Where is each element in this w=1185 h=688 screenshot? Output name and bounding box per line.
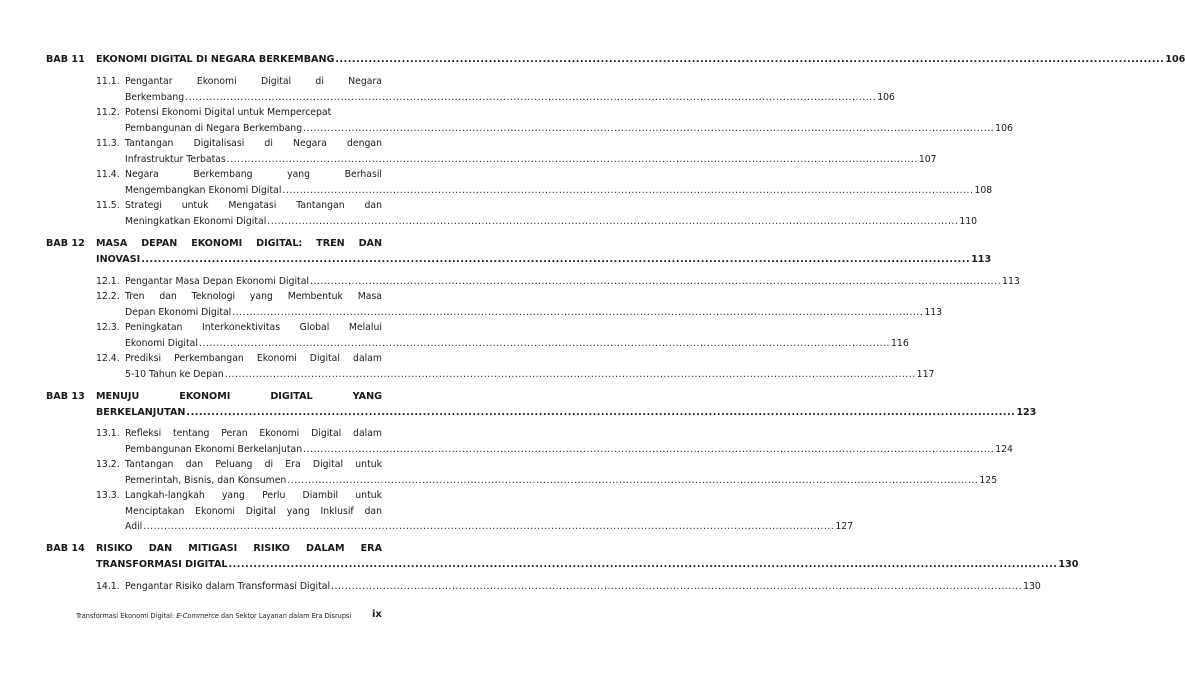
section-title bbox=[125, 457, 998, 488]
section-title-line bbox=[125, 336, 909, 352]
entry-text: Pembangunan Ekonomi Berkelanjutan bbox=[125, 443, 303, 455]
chapter-title bbox=[96, 541, 1079, 573]
entry-text: Infrastruktur Terbatas bbox=[125, 153, 226, 165]
entry-text: Depan Ekonomi Digital bbox=[125, 306, 232, 318]
section-number: 11.2. bbox=[96, 107, 120, 118]
page-number: 106 bbox=[1165, 54, 1185, 65]
section-title-line: Menciptakan Ekonomi Digital yang Inklusif dan bbox=[125, 505, 382, 517]
section-title bbox=[125, 274, 1020, 290]
entry-text: Berkembang bbox=[125, 91, 185, 103]
section-title-line: Tantangan Digitalisasi di Negara dengan bbox=[125, 138, 382, 149]
page-number: 113 bbox=[971, 254, 992, 265]
section-title-line: Peningkatan Interkonektivitas Global Melalui bbox=[125, 322, 382, 333]
dot-leader: ........................................................................................................................................................................................................ bbox=[331, 581, 1023, 592]
section-number: 12.4. bbox=[96, 353, 120, 364]
entry-text: Pengantar Masa Depan Ekonomi Digital bbox=[125, 276, 309, 287]
section-title-line: Potensi Ekonomi Digital untuk Mempercepat bbox=[125, 107, 332, 118]
dot-leader: ........................................................................................................................................................................................................ bbox=[141, 254, 971, 265]
chapter-title-line bbox=[96, 52, 1185, 68]
section-number: 12.3. bbox=[96, 322, 120, 333]
dot-leader: ........................................................................................................................................................................................................ bbox=[226, 153, 918, 165]
section-title bbox=[125, 289, 943, 320]
chapter-title-line bbox=[96, 557, 1079, 573]
entry-text: TRANSFORMASI DIGITAL bbox=[96, 559, 228, 570]
chapter-title bbox=[96, 389, 1037, 421]
section-title-line bbox=[125, 305, 943, 321]
section-title-line bbox=[125, 214, 978, 230]
section-title bbox=[125, 351, 935, 382]
toc-chapter[interactable] bbox=[46, 52, 1185, 72]
section-number: 14.1. bbox=[96, 581, 120, 592]
page-number: 117 bbox=[916, 368, 935, 380]
section-title bbox=[125, 426, 1013, 457]
section-title-line: Strategi untuk Mengatasi Tantangan dan bbox=[125, 200, 382, 211]
section-title-line bbox=[125, 90, 895, 106]
footer-text-suffix: dan Sektor Layanan dalam Era Disrupsi bbox=[218, 612, 352, 620]
toc-chapter[interactable] bbox=[46, 541, 1079, 577]
section-number: 11.1. bbox=[96, 76, 120, 87]
section-title bbox=[125, 167, 993, 198]
entry-text: Pemerintah, Bisnis, dan Konsumen bbox=[125, 474, 287, 486]
toc-section[interactable] bbox=[96, 488, 854, 535]
section-title-line bbox=[125, 579, 1041, 595]
page-number: 123 bbox=[1016, 407, 1037, 418]
section-number: 13.3. bbox=[96, 490, 120, 501]
section-title-line: Langkah-langkah yang Perlu Diambil untuk bbox=[125, 490, 382, 501]
section-title-line: Tantangan dan Peluang di Era Digital untuk bbox=[125, 459, 382, 470]
page-number: 108 bbox=[974, 184, 993, 196]
chapter-number: BAB 12 bbox=[46, 238, 85, 249]
chapter-number: BAB 11 bbox=[46, 54, 85, 65]
footer-text-prefix: Transformasi Ekonomi Digital: bbox=[76, 612, 177, 620]
dot-leader: ........................................................................................................................................................................................................ bbox=[267, 215, 959, 227]
dot-leader: ........................................................................................................................................................................................................ bbox=[185, 91, 877, 103]
entry-text: Ekonomi Digital bbox=[125, 337, 198, 349]
section-number: 12.2. bbox=[96, 291, 120, 302]
entry-text: Pembangunan di Negara Berkembang bbox=[125, 122, 303, 134]
chapter-number: BAB 13 bbox=[46, 391, 85, 402]
chapter-title bbox=[96, 52, 1185, 68]
page-number: 110 bbox=[959, 215, 978, 227]
entry-text: EKONOMI DIGITAL DI NEGARA BERKEMBANG bbox=[96, 54, 335, 65]
section-number: 11.4. bbox=[96, 169, 120, 180]
page-number: 130 bbox=[1058, 559, 1079, 570]
section-title-line bbox=[125, 183, 993, 199]
footer-text-italic: E-Commerce bbox=[176, 612, 219, 620]
entry-text: Mengembangkan Ekonomi Digital bbox=[125, 184, 282, 196]
section-title-line: Pengantar Ekonomi Digital di Negara bbox=[125, 76, 382, 87]
dot-leader: ........................................................................................................................................................................................................ bbox=[303, 443, 995, 455]
section-title bbox=[125, 74, 895, 105]
chapter-title-line: MASA DEPAN EKONOMI DIGITAL: TREN DAN bbox=[96, 238, 382, 249]
page-number: 125 bbox=[979, 474, 998, 486]
toc-section[interactable] bbox=[96, 351, 935, 382]
entry-text: BERKELANJUTAN bbox=[96, 407, 186, 418]
dot-leader: ........................................................................................................................................................................................................ bbox=[186, 407, 1016, 418]
dot-leader: ........................................................................................................................................................................................................ bbox=[228, 559, 1058, 570]
section-number: 13.1. bbox=[96, 428, 120, 439]
page-number: 113 bbox=[1002, 276, 1020, 287]
toc-section[interactable] bbox=[96, 167, 993, 198]
section-title-line: Negara Berkembang yang Berhasil bbox=[125, 169, 382, 180]
chapter-title-line bbox=[96, 405, 1037, 421]
toc-section[interactable] bbox=[96, 74, 895, 105]
toc-section[interactable] bbox=[96, 198, 978, 229]
section-title bbox=[125, 105, 1013, 136]
dot-leader: ........................................................................................................................................................................................................ bbox=[335, 54, 1165, 65]
section-title bbox=[125, 136, 937, 167]
page-number: 116 bbox=[891, 337, 909, 349]
section-title-line: Tren dan Teknologi yang Membentuk Masa bbox=[125, 291, 382, 302]
page-number: 124 bbox=[995, 443, 1013, 455]
section-title-line bbox=[125, 367, 935, 383]
section-title-line bbox=[125, 121, 1013, 137]
dot-leader: ........................................................................................................................................................................................................ bbox=[287, 474, 979, 486]
page-number: 113 bbox=[924, 306, 943, 318]
page-number: 130 bbox=[1023, 581, 1041, 592]
section-title-line: Prediksi Perkembangan Ekonomi Digital dalam bbox=[125, 353, 382, 364]
section-title bbox=[125, 198, 978, 229]
toc-section[interactable] bbox=[96, 320, 909, 351]
dot-leader: ........................................................................................................................................................................................................ bbox=[143, 521, 835, 532]
page-number: 106 bbox=[877, 91, 895, 103]
page-folio: ix bbox=[372, 609, 382, 620]
section-number: 12.1. bbox=[96, 276, 120, 287]
entry-text: 5-10 Tahun ke Depan bbox=[125, 368, 224, 380]
toc-section[interactable] bbox=[96, 289, 943, 320]
running-footer bbox=[76, 612, 351, 620]
section-title-line bbox=[125, 442, 1013, 458]
toc-chapter[interactable] bbox=[46, 236, 992, 272]
section-title-line bbox=[125, 274, 1020, 290]
dot-leader: ........................................................................................................................................................................................................ bbox=[232, 306, 924, 318]
section-title-line bbox=[125, 473, 998, 489]
chapter-title-line: MENUJU EKONOMI DIGITAL YANG bbox=[96, 391, 382, 402]
entry-text: INOVASI bbox=[96, 254, 141, 265]
dot-leader: ........................................................................................................................................................................................................ bbox=[309, 276, 1002, 287]
section-title bbox=[125, 579, 1041, 595]
dot-leader: ........................................................................................................................................................................................................ bbox=[198, 337, 890, 349]
toc-section[interactable] bbox=[96, 579, 1041, 595]
page-number: 106 bbox=[995, 122, 1013, 134]
chapter-number: BAB 14 bbox=[46, 543, 85, 554]
chapter-title bbox=[96, 236, 992, 268]
page-number: 127 bbox=[835, 521, 854, 532]
section-title-line bbox=[125, 152, 937, 168]
page-number: 107 bbox=[918, 153, 937, 165]
toc-section[interactable] bbox=[96, 457, 998, 488]
section-title bbox=[125, 488, 854, 535]
dot-leader: ........................................................................................................................................................................................................ bbox=[282, 184, 974, 196]
toc-section[interactable] bbox=[96, 426, 1013, 457]
section-title-line bbox=[125, 519, 854, 535]
chapter-title-line: RISIKO DAN MITIGASI RISIKO DALAM ERA bbox=[96, 543, 382, 554]
toc-section[interactable] bbox=[96, 105, 1013, 136]
entry-text: Adil bbox=[125, 521, 143, 532]
dot-leader: ........................................................................................................................................................................................................ bbox=[224, 368, 916, 380]
chapter-title-line bbox=[96, 252, 992, 268]
toc-section[interactable] bbox=[96, 274, 1020, 290]
dot-leader: ........................................................................................................................................................................................................ bbox=[303, 122, 995, 134]
toc-section[interactable] bbox=[96, 136, 937, 167]
section-title-line: Refleksi tentang Peran Ekonomi Digital dalam bbox=[125, 428, 382, 439]
toc-chapter[interactable] bbox=[46, 389, 1037, 425]
section-number: 13.2. bbox=[96, 459, 120, 470]
section-number: 11.3. bbox=[96, 138, 120, 149]
entry-text: Pengantar Risiko dalam Transformasi Digital bbox=[125, 581, 331, 592]
entry-text: Meningkatkan Ekonomi Digital bbox=[125, 215, 267, 227]
section-number: 11.5. bbox=[96, 200, 120, 211]
section-title bbox=[125, 320, 909, 351]
